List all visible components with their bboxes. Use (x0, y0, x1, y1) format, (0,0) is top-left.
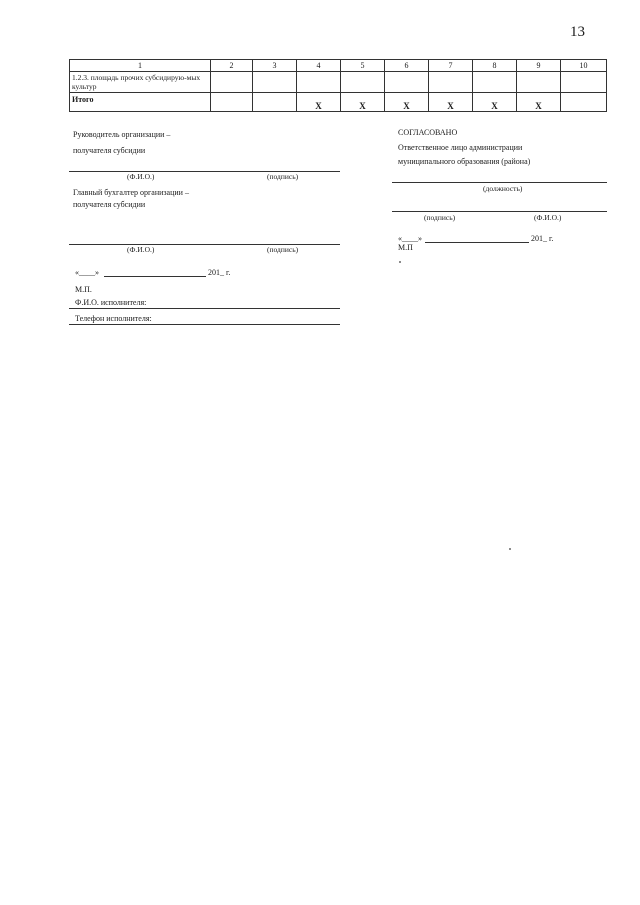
fio-caption: (Ф.И.О.) (127, 245, 155, 254)
official-title-2: муниципального образования (района) (398, 157, 531, 166)
table-cell (341, 72, 385, 93)
official-title: Ответственное лицо администрации (398, 143, 523, 152)
position-line (392, 182, 607, 183)
position-caption: (должность) (483, 184, 523, 193)
head-title: Руководитель организации – (73, 130, 171, 139)
table-cell (561, 72, 607, 93)
page-number: 13 (570, 24, 585, 40)
table-cell (297, 72, 341, 93)
table-row (70, 93, 607, 112)
table-cell: Х (341, 93, 385, 112)
signature-caption: (подпись) (267, 245, 299, 254)
executor-fio-line (69, 308, 340, 309)
signature-line (69, 244, 340, 245)
date-day: «____» (75, 268, 99, 277)
signature-caption: (подпись) (267, 172, 299, 181)
approved-heading: СОГЛАСОВАНО (398, 128, 458, 137)
header-cell: 2 (211, 60, 253, 72)
header-cell: 10 (561, 60, 607, 72)
table-row (70, 72, 607, 93)
header-cell: 9 (517, 60, 561, 72)
date-line (425, 242, 529, 243)
table-cell: Х (297, 93, 341, 112)
header-cell: 6 (385, 60, 429, 72)
executor-phone-line (69, 324, 340, 325)
header-cell: 4 (297, 60, 341, 72)
table-cell (253, 72, 297, 93)
signature-line (69, 171, 340, 172)
accountant-title: Главный бухгалтер организации – (73, 188, 189, 197)
scan-speck (509, 548, 511, 550)
table-cell: Х (517, 93, 561, 112)
date-line (104, 276, 206, 277)
row-label: 1.2.3. площадь прочих субсидирую-мых культур (70, 72, 211, 93)
table-header-row (70, 60, 607, 72)
fio-caption: (Ф.И.О.) (127, 172, 155, 181)
header-cell: 5 (341, 60, 385, 72)
header-cell: 1 (70, 60, 211, 72)
table-cell: Х (429, 93, 473, 112)
stamp-label: М.П. (75, 285, 92, 294)
fio-caption: (Ф.И.О.) (534, 213, 562, 222)
table-cell: Х (385, 93, 429, 112)
executor-phone-label: Телефон исполнителя: (75, 314, 152, 323)
table-cell (517, 72, 561, 93)
row-label-total: Итого (70, 93, 211, 112)
scan-speck (399, 261, 401, 263)
header-cell: 3 (253, 60, 297, 72)
date-year: 201_ г. (531, 234, 554, 243)
table-cell (561, 93, 607, 112)
table-cell (211, 93, 253, 112)
table-cell (211, 72, 253, 93)
subsidy-table (69, 59, 607, 112)
table-cell (473, 72, 517, 93)
table-cell: Х (473, 93, 517, 112)
signature-caption: (подпись) (424, 213, 456, 222)
table-cell (385, 72, 429, 93)
header-cell: 8 (473, 60, 517, 72)
table-cell (253, 93, 297, 112)
stamp-label: М.П (398, 243, 413, 252)
accountant-title-2: получателя субсидии (73, 200, 146, 209)
executor-fio-label: Ф.И.О. исполнителя: (75, 298, 147, 307)
date-year: 201_ г. (208, 268, 231, 277)
date-day: «____» (398, 234, 422, 243)
header-cell: 7 (429, 60, 473, 72)
head-title-2: получателя субсидии (73, 146, 146, 155)
signature-line (392, 211, 607, 212)
table-cell (429, 72, 473, 93)
